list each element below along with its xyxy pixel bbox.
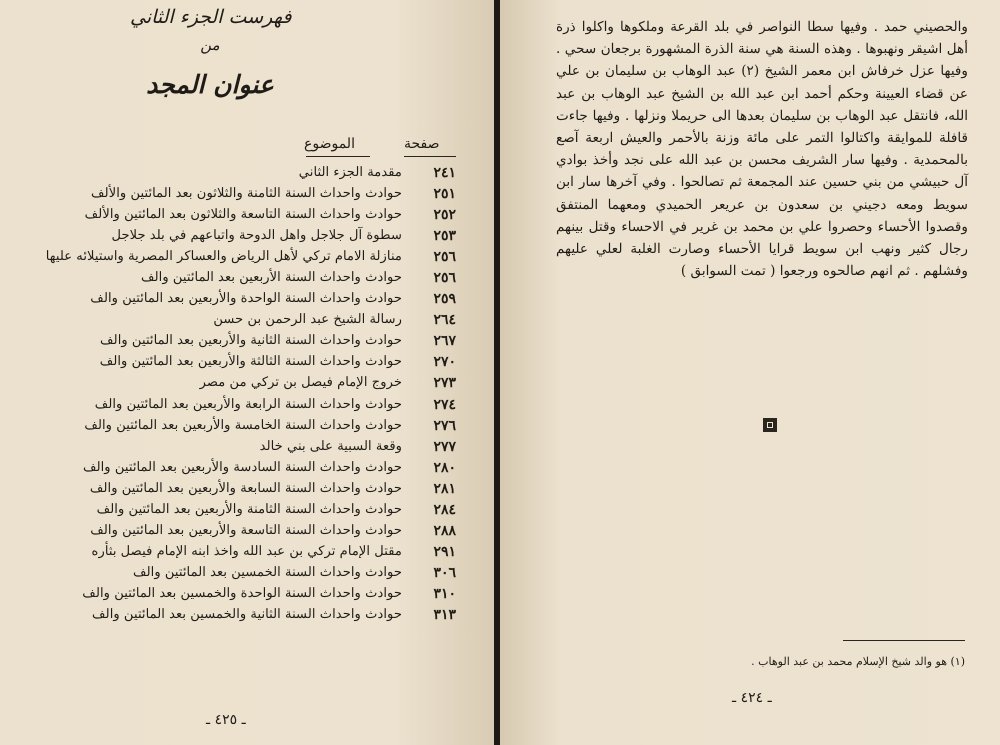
- toc-topic: مقتل الإمام تركي بن عبد الله واخذ ابنه الإمام فيصل بثأره: [91, 543, 402, 559]
- toc-page-number: ٢٧٣: [433, 375, 456, 392]
- toc-topic: حوادث واحداث السنة الواحدة والأربعين بعد المائتين والف: [90, 291, 402, 307]
- toc-topic: حوادث واحداث السنة السادسة والأربعين بعد المائتين والف: [82, 459, 402, 475]
- toc-topic: سطوة آل جلاجل واهل الدوحة واتباعهم في بلد جلاجل: [111, 228, 402, 244]
- toc-topic: مقدمة الجزء الثاني: [298, 165, 402, 180]
- toc-entry: [0, 184, 494, 205]
- toc-entry: [0, 310, 494, 331]
- toc-page-number: ٣٠٦: [433, 564, 456, 581]
- toc-entry: [0, 584, 494, 605]
- topic-header-underline: [306, 156, 370, 157]
- toc-topic: حوادث واحداث السنة الثانية والأربعين بعد المائتين والف: [100, 333, 402, 349]
- toc-entry: [0, 458, 494, 479]
- page-number-left: ـ ٤٢٥ ـ: [206, 712, 246, 728]
- page-column-header: صفحة: [404, 136, 440, 152]
- toc-page-number: ٢٨٨: [433, 522, 456, 539]
- toc-entry: [0, 268, 494, 289]
- toc-entry: [0, 416, 494, 437]
- toc-entry: [0, 205, 494, 226]
- toc-entry: [0, 563, 494, 584]
- toc-entry: [0, 163, 494, 184]
- toc-entry: [0, 521, 494, 542]
- toc-topic: حوادث واحداث السنة الرابعة والأربعين بعد المائتين والف: [94, 396, 402, 412]
- toc-topic: حوادث واحداث السنة التاسعة والأربعين بعد المائتين والف: [90, 522, 402, 538]
- toc-page-number: ٢٩١: [433, 543, 456, 560]
- toc-page-number: ٢٥٢: [433, 207, 456, 224]
- toc-page-number: ٢٧٦: [433, 417, 456, 434]
- ornament-icon: [763, 418, 777, 432]
- right-page: [500, 0, 1000, 745]
- toc-page-number: ٢٧٠: [433, 354, 456, 371]
- toc-page-number: ٢٥٩: [433, 291, 456, 308]
- toc-page-number: ٢٧٧: [433, 438, 456, 455]
- toc-page-number: ٢٦٤: [433, 312, 456, 329]
- toc-page-number: ٢٥١: [433, 186, 456, 203]
- table-of-contents: [0, 163, 494, 626]
- toc-page-number: ٢٥٦: [433, 270, 456, 287]
- toc-topic: حوادث واحداث السنة الخامسة والأربعين بعد المائتين والف: [84, 417, 402, 433]
- book-title: عنوان المجد: [146, 70, 274, 99]
- toc-entry: [0, 331, 494, 352]
- page-number-right: ـ ٤٢٤ ـ: [732, 690, 772, 706]
- toc-page-number: ٢٥٣: [433, 228, 456, 245]
- body-paragraph: والحصيني حمد . وفيها سطا النواصر في بلد القرعة وملكوها واكلوا ذرة أهل اشيقر ونهبوها . وهذه السنة هي سنة الذرة المشهورة برجعان سحي . وفيها عزل خرفاش ابن معمر الشيخ (٢) عبد الوهاب بن سليمان بن علي عن قضاء العيينة وحكم أحمد ابن عبد الله بن الشيخ عبد الوهاب بن عبد الله، فانتقل عبد الوهاب بن سليمان بعدها الى حريملا ونزلها . وفيها جاءت قافلة للموايقة واكتالوا التمر على مائة وزنة بالأحمر والعيش اربعة آصع بالمحمدية . وفيها سار الشريف محسن بن عبد الله على نجد وأخذ بوادي آل حبيشي من بني حسين عند المجمعة ثم تصالحوا . وفي آخرها سار ابن سويط ومعه دجيني بن سعدون بن عريعر الحميدي ومعهما المنتفق وقصدوا الأحساء وحصروا علي بن محمد بن غرير في الاحساء وقتل بينهم رجال كثير ونهب ابن سويط قرايا الأحساء وصارت الغلبة لعلي عليهم وفشلهم . ثم انهم صالحوه ورجعوا ( تمت السوابق ): [556, 19, 968, 280]
- toc-entry: [0, 500, 494, 521]
- toc-entry: [0, 479, 494, 500]
- toc-entry: [0, 395, 494, 416]
- index-title: فهرست الجزء الثاني: [130, 6, 292, 28]
- toc-entry: [0, 373, 494, 394]
- toc-topic: حوادث واحداث السنة الثالثة والأربعين بعد المائتين والف: [99, 354, 402, 370]
- toc-topic: رسالة الشيخ عبد الرحمن بن حسن: [213, 312, 402, 328]
- body-text: [556, 16, 968, 282]
- toc-topic: حوادث واحداث السنة السابعة والأربعين بعد المائتين والف: [89, 480, 402, 496]
- toc-entry: [0, 289, 494, 310]
- toc-page-number: ٢٥٦: [433, 249, 456, 266]
- footnote-rule: [843, 640, 965, 641]
- toc-topic: وقعة السبية على بني خالد: [259, 438, 402, 454]
- toc-page-number: ٣١٣: [433, 606, 456, 623]
- toc-page-number: ٢٤١: [433, 165, 456, 181]
- footnote: (١) هو والد شيخ الإسلام محمد بن عبد الوهاب .: [751, 655, 965, 668]
- toc-entry: [0, 437, 494, 458]
- topic-column-header: الموضوع: [304, 136, 355, 152]
- toc-topic: حوادث واحداث السنة الثامنة والثلاثون بعد المائتين والألف: [91, 186, 402, 202]
- toc-page-number: ٢٦٧: [433, 333, 456, 350]
- toc-page-number: ٢٨٠: [433, 459, 456, 476]
- toc-page-number: ٢٧٤: [433, 396, 456, 413]
- toc-topic: منازلة الامام تركي لأهل الرياض والعساكر المصرية واستيلائه عليها: [45, 249, 402, 265]
- toc-entry: [0, 605, 494, 626]
- toc-topic: خروج الإمام فيصل بن تركي من مصر: [199, 375, 402, 391]
- toc-topic: حوادث واحداث السنة الأربعين بعد المائتين والف: [140, 270, 402, 286]
- toc-entry: [0, 247, 494, 268]
- toc-page-number: ٣١٠: [433, 585, 456, 602]
- toc-page-number: ٢٨٤: [433, 501, 456, 518]
- toc-entry: [0, 226, 494, 247]
- toc-entry: [0, 352, 494, 373]
- left-page: [0, 0, 494, 745]
- index-title-connector: من: [200, 36, 220, 54]
- page-header-underline: [404, 156, 456, 157]
- toc-topic: حوادث واحداث السنة التاسعة والثلاثون بعد المائتين والألف: [84, 207, 402, 223]
- toc-page-number: ٢٨١: [433, 480, 456, 497]
- toc-topic: حوادث واحداث السنة الثامنة والأربعين بعد المائتين والف: [96, 501, 402, 517]
- toc-entry: [0, 542, 494, 563]
- toc-topic: حوادث واحداث السنة الواحدة والخمسين بعد المائتين والف: [82, 585, 402, 601]
- toc-topic: حوادث واحداث السنة الثانية والخمسين بعد المائتين والف: [92, 606, 402, 622]
- toc-topic: حوادث واحداث السنة الخمسين بعد المائتين والف: [133, 564, 402, 580]
